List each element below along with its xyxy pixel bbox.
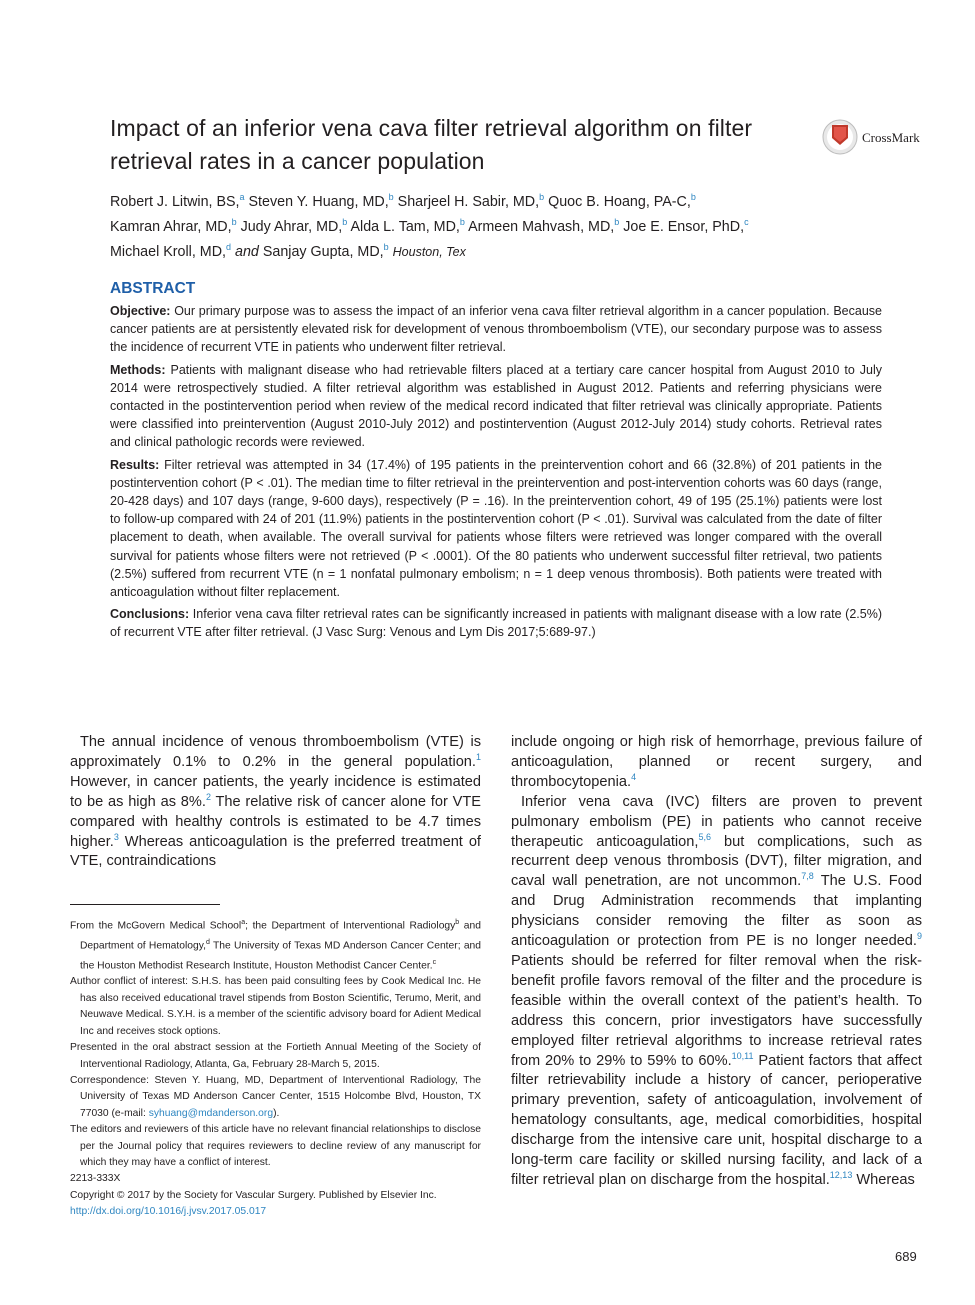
- reference-link[interactable]: 3: [113, 831, 119, 842]
- reference-link[interactable]: 5,6: [698, 831, 711, 842]
- reference-link[interactable]: 2: [205, 791, 211, 802]
- page-number: 689: [895, 1249, 917, 1264]
- author-name: Judy Ahrar, MD,: [236, 218, 343, 235]
- author-line-2: [110, 212, 870, 237]
- author-name: Steven Y. Huang, MD,: [244, 193, 389, 210]
- reference-link[interactable]: 12,13: [829, 1170, 853, 1181]
- author-name: Michael Kroll, MD,: [110, 243, 226, 260]
- body-text: The annual incidence of venous thromboembolism (VTE) is approximately 0.1% to 0.2% in the general population.: [70, 734, 481, 770]
- footnote-text: ; the Department of Interventional Radiology: [245, 920, 456, 932]
- footnote-affiliations: [70, 915, 481, 974]
- affiliation-mark: c: [744, 216, 749, 227]
- abstract-text: Inferior vena cava filter retrieval rates can be significantly increased in patients with malignant disease with a low rate (2.5%) of recurrent VTE after filter retrieval. (J Vasc Surg: Venous and Lym Dis 2017;5:689-97.): [110, 607, 882, 640]
- footnote-text: The University of Texas MD Anderson Cancer Center; and the Houston Methodist Research Institute, Houston Methodist Cancer Center.: [80, 940, 481, 972]
- affiliation-mark: a: [241, 919, 246, 926]
- abstract-label: Objective:: [110, 304, 171, 318]
- abstract-body: [110, 302, 882, 646]
- body-text: The U.S. Food and Drug Administration recommends that implanting physicians consider removing the filter as soon as anticoagulation or protection from PE is no longer needed.: [511, 873, 922, 950]
- abstract-conclusions: [110, 605, 882, 641]
- author-list: [110, 187, 870, 261]
- author-name: Joe E. Ensor, PhD,: [619, 218, 745, 235]
- body-text: but complications, such as recurrent deep venous thrombosis (DVT), filter migration, and caval wall penetration, are not uncommon.: [511, 833, 922, 890]
- footnote-presented: Presented in the oral abstract session at the Fortieth Annual Meeting of the Society of Interventional Radiology, Atlanta, Ga, February 28-March 5, 2015.: [70, 1042, 481, 1070]
- affiliation-mark: b: [459, 216, 465, 227]
- body-paragraph: [511, 793, 922, 1191]
- article-title: Impact of an inferior vena cava filter retrieval algorithm on filter retrieval rates in a cancer population: [110, 115, 753, 174]
- body-text: Inferior vena cava (IVC) filters are proven to prevent pulmonary embolism (PE) in patients who cannot receive therapeutic anticoagulation,: [511, 793, 922, 850]
- body-paragraph: [70, 733, 481, 872]
- body-text: Whereas anticoagulation is the preferred treatment of VTE, contraindications: [70, 833, 481, 870]
- body-text: The relative risk of cancer alone for VTE compared with healthy controls is estimated to be 4.7 times higher.: [70, 793, 482, 850]
- abstract-label: Methods:: [110, 362, 166, 377]
- affiliation-mark: b: [690, 192, 696, 202]
- abstract-text: Filter retrieval was attempted in 34 (17.4%) of 195 patients in the preintervention cohort and 66 (32.8%) of 201 patients in the postintervention cohort (P < .01). The median time to filter retrieval in the preintervention and post-intervention cohorts was 60 days (range, 20-428 days) and 107 days (range, 9-600 days), respectively (P = .16). In the preintervention cohort, 49 of 195 (25.1%) patients were lost to follow-up compared with 24 of 201 (11.9%) patients in the postintervention cohort (P < .01). Survival was calculated from the date of filter placement to death, when available. The overall survival for patients whose filters were retrieved was longer compared with the overall survival for patients whose filters were not retrieved (P < .0001). Of the 80 patients who underwent successful filter retrieval, two patients (2.5%) suffered from recurrent VTE (n = 1 nonfatal pulmonary embolism; n = 1 deep venous thrombosis). Both patients were treated with anticoagulation without filter replacement.: [110, 457, 882, 600]
- author-location: Houston, Tex: [392, 244, 466, 259]
- crossmark-icon: [822, 118, 858, 156]
- affiliation-mark: a: [239, 192, 245, 202]
- affiliation-mark: d: [205, 938, 210, 946]
- abstract-text: Patients with malignant disease who had retrievable filters placed at a tertiary care cancer hospital from August 2010 to July 2014 were retrospectively studied. A filter retrieval algorithm was established in August 2012. Patients and referring physicians were contacted in the postintervention period when review of the medical record indicated that filter retrieval was clinically appropriate. Patients were classified into preintervention (August 2010-July 2012) and postintervention (August 2012-July 2014) study cohorts. Retrieval rates and clinical pathologic records were reviewed.: [110, 362, 882, 450]
- footnote-text: Correspondence: Steven Y. Huang, MD, Department of Interventional Radiology, The University of Texas MD Anderson Cancer Center, 1515 Holcombe Blvd, Houston, TX 77030 (e-mail:: [70, 1074, 481, 1119]
- issn: 2213-333X: [70, 1173, 121, 1185]
- abstract-label: Results:: [110, 457, 160, 472]
- footnote-divider: [70, 904, 220, 905]
- author-name: Robert J. Litwin, BS,: [110, 193, 240, 210]
- author-name: Quoc B. Hoang, PA-C,: [544, 193, 691, 210]
- crossmark-label: CrossMark: [862, 130, 920, 145]
- footnote-text: ).: [273, 1107, 280, 1119]
- affiliation-mark: b: [455, 919, 460, 926]
- affiliation-mark: b: [539, 192, 545, 202]
- author-name: Sanjay Gupta, MD,: [262, 243, 384, 260]
- footnote-editors: The editors and reviewers of this article have no relevant financial relationships to disclose per the Journal policy that requires reviewers to decline review of any manuscript for which they may have a conflict of interest.: [70, 1124, 481, 1168]
- reference-link[interactable]: 10,11: [731, 1050, 754, 1061]
- and-conjunction: and: [235, 243, 259, 260]
- author-name: Armeen Mahvash, MD,: [464, 218, 615, 235]
- affiliation-mark: c: [432, 958, 437, 966]
- author-line-3: [110, 237, 870, 262]
- body-text: Patient factors that affect filter retrievability include a history of cancer, perioperative primary prevention, safety of anticoagulation, involvement of hematology consultants, age, medical comorbidities, hospital discharge from the intensive care unit, hospital discharge to a long-term care facility or skilled nursing facility, and lack of a filter retrieval plan on discharge from the hospital.: [511, 1052, 922, 1188]
- abstract-objective: [110, 302, 882, 357]
- abstract-heading: ABSTRACT: [110, 280, 196, 297]
- author-name: Kamran Ahrar, MD,: [110, 218, 232, 235]
- body-paragraph: [511, 733, 922, 793]
- abstract-text: Our primary purpose was to assess the impact of an inferior vena cava filter retrieval algorithm in a cancer population. Because cancer patients are at persistently elevated risk for development of venous thromboembolism (VTE), our secondary purpose was to assess the incidence of recurrent VTE in patients who underwent filter retrieval.: [110, 304, 882, 355]
- affiliation-mark: b: [383, 241, 389, 252]
- affiliation-mark: b: [614, 216, 620, 227]
- abstract-methods: [110, 361, 882, 452]
- body-text: include ongoing or high risk of hemorrhage, previous failure of anticoagulation, planned or recent surgery, and thrombocytopenia.: [511, 734, 922, 790]
- reference-link[interactable]: 1: [475, 752, 481, 763]
- reference-link[interactable]: 7,8: [801, 871, 814, 882]
- affiliation-mark: b: [231, 216, 237, 227]
- body-text: Patients should be referred for filter removal when the risk-benefit profile favors removal of the filter and the procedure is feasible within the overall context of the patient’s health. To address this concern, prior investigators have successfully employed filter retrieval algorithms to increase retrieval rates from 20% to 29% to 59% to 60%.: [511, 952, 922, 1069]
- footnote-correspondence: [70, 1073, 481, 1122]
- body-left-column: [70, 733, 481, 872]
- author-line-1: [110, 187, 870, 212]
- affiliation-mark: b: [388, 192, 394, 202]
- crossmark-badge[interactable]: [822, 118, 932, 158]
- footnotes: [70, 915, 481, 1221]
- copyright: Copyright © 2017 by the Society for Vascular Surgery. Published by Elsevier Inc.: [70, 1189, 437, 1201]
- body-text: Whereas: [852, 1171, 915, 1188]
- author-name: Alda L. Tam, MD,: [347, 218, 460, 235]
- doi-link[interactable]: http://dx.doi.org/10.1016/j.jvsv.2017.05.017: [70, 1206, 267, 1218]
- email-link[interactable]: syhuang@mdanderson.org: [148, 1107, 274, 1119]
- author-name: Sharjeel H. Sabir, MD,: [393, 193, 540, 210]
- abstract-results: [110, 456, 882, 602]
- affiliation-mark: b: [342, 216, 348, 227]
- footnote-text: and Department of Hematology,: [80, 920, 481, 952]
- body-text: However, in cancer patients, the yearly incidence is estimated to be as high as 8%.: [70, 773, 481, 810]
- reference-link[interactable]: 9: [916, 931, 922, 942]
- affiliation-mark: d: [226, 241, 232, 252]
- footnote-text: From the McGovern Medical School: [70, 920, 242, 932]
- footnote-conflict: Author conflict of interest: S.H.S. has been paid consulting fees by Cook Medical Inc. He has also received educational travel stipends from Boston Scientific, Terumo, Merit, and Neuwave Medical. S.Y.H. is a member of the scientific advisory board for Adient Medical Inc and receives stock options.: [70, 976, 481, 1037]
- body-right-column: [511, 733, 922, 1191]
- abstract-label: Conclusions:: [110, 607, 190, 622]
- reference-link[interactable]: 4: [631, 771, 637, 782]
